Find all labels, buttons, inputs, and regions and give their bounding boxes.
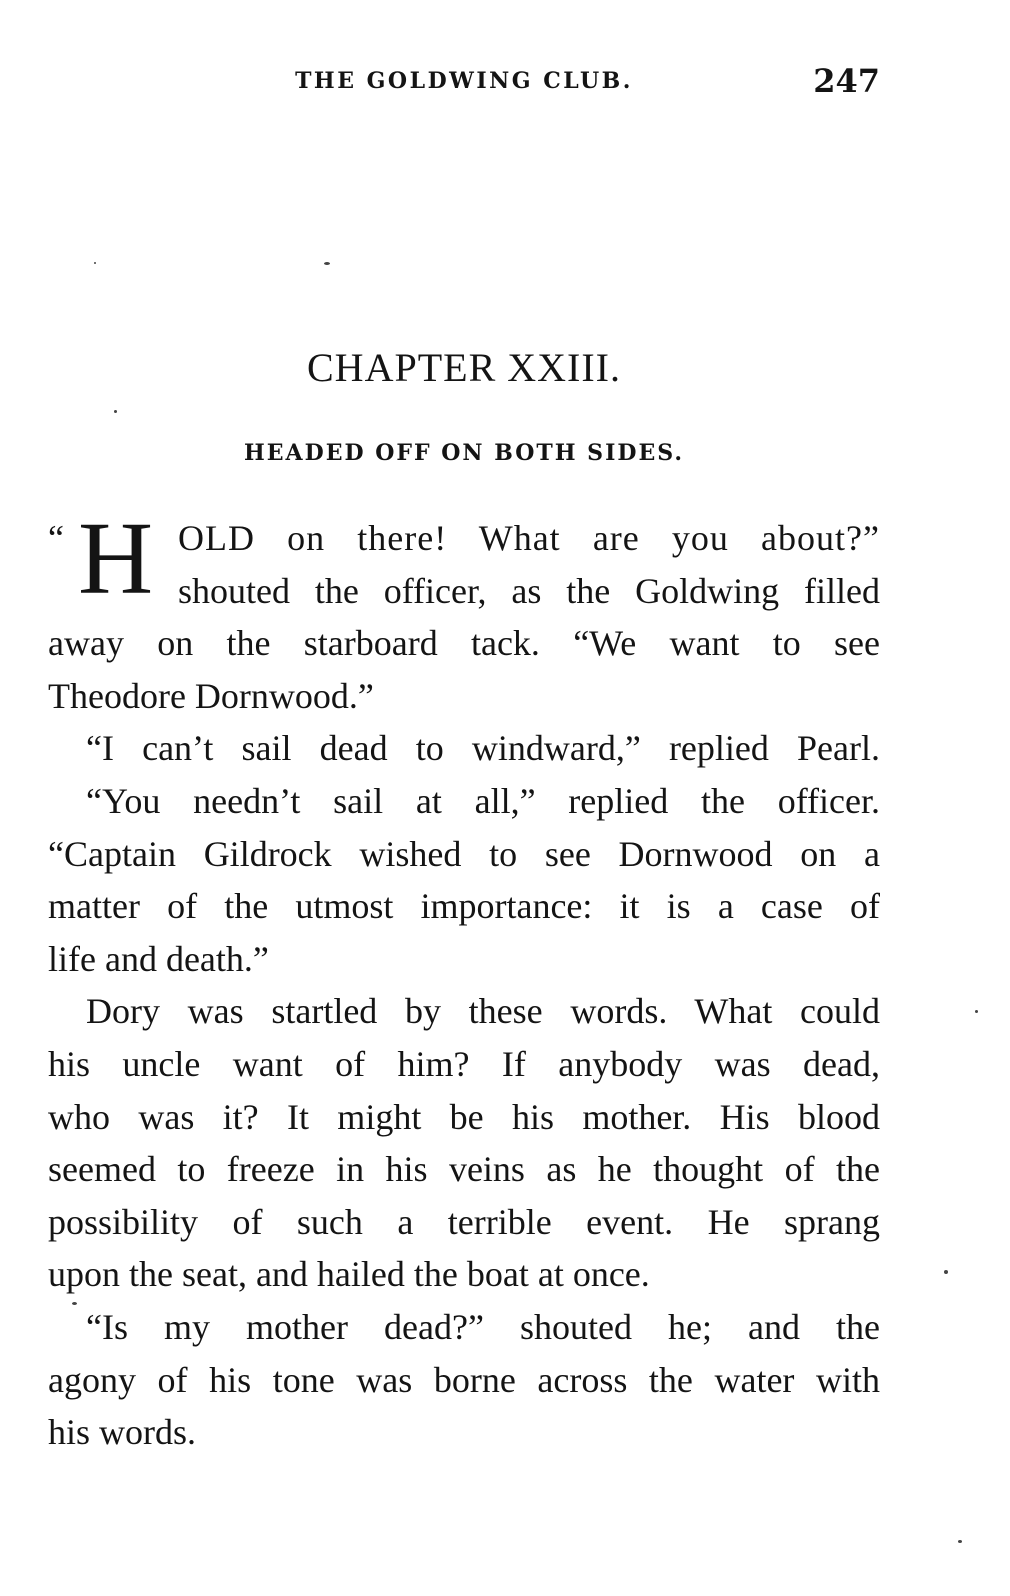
running-head — [48, 62, 880, 102]
text-line: who was it? It might be his mother. His blood — [48, 1096, 880, 1137]
text-line: away on the starboard tack. “We want to see — [48, 623, 880, 664]
print-speck — [94, 262, 96, 264]
chapter-title: CHAPTER XXIII. — [307, 345, 621, 390]
text-line: “I can’t sail dead to windward,” replied Pearl. — [86, 728, 880, 769]
print-speck — [72, 1302, 77, 1305]
opening-line-text: OLD on there! What are you about?” — [178, 518, 880, 558]
text-line: possibility of such a terrible event. He sprang — [48, 1201, 880, 1242]
text-line: “You needn’t sail at all,” replied the officer. — [86, 780, 880, 821]
text-line: his uncle want of him? If anybody was dead, — [48, 1043, 880, 1084]
text-line: upon the seat, and hailed the boat at once. — [48, 1254, 650, 1295]
text-line: life and death.” — [48, 938, 269, 979]
text-line: Theodore Dornwood.” — [48, 675, 374, 716]
text-line: his words. — [48, 1412, 197, 1453]
print-speck — [958, 1540, 962, 1543]
text-line: shouted the officer, as the Goldwing filled — [178, 570, 880, 611]
page-number: 247 — [813, 62, 880, 100]
print-speck — [944, 1270, 948, 1274]
running-title: THE GOLDWING CLUB. — [295, 68, 633, 94]
chapter-subtitle: HEADED OFF ON BOTH SIDES. — [244, 440, 684, 466]
drop-cap: H — [78, 501, 154, 616]
print-speck — [975, 1010, 978, 1013]
text-line: “Captain Gildrock wished to see Dornwood on a — [48, 833, 880, 874]
body-text — [48, 501, 880, 1459]
opening-quote-mark: “ — [48, 518, 64, 558]
text-line: agony of his tone was borne across the water with — [48, 1359, 880, 1400]
print-speck — [114, 410, 117, 413]
text-line: seemed to freeze in his veins as he thought of the — [48, 1149, 880, 1190]
print-speck — [324, 262, 330, 265]
text-line: “Is my mother dead?” shouted he; and the — [86, 1306, 880, 1347]
text-line: Dory was startled by these words. What could — [86, 991, 880, 1032]
text-line: matter of the utmost importance: it is a case of — [48, 886, 880, 927]
